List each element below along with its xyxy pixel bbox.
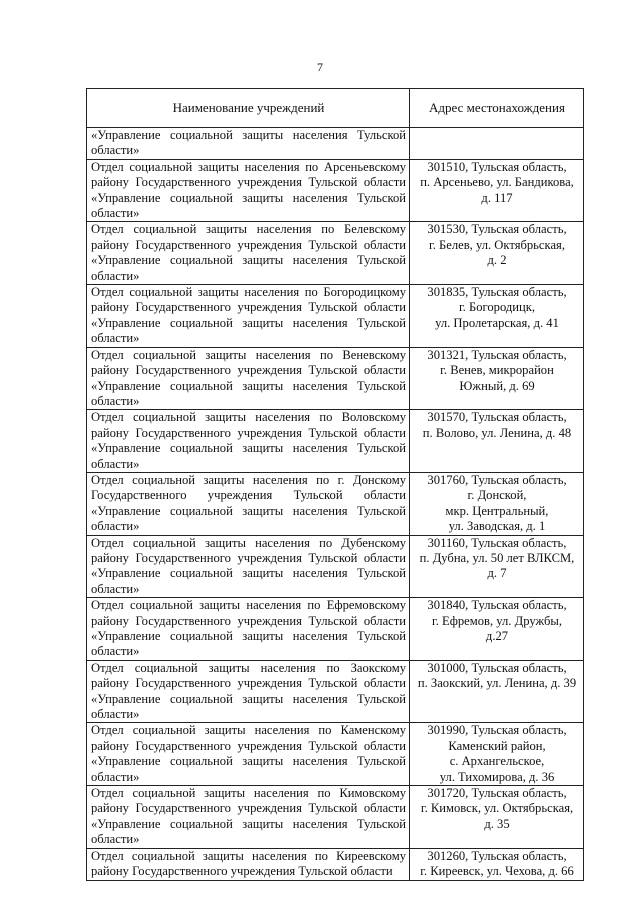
institution-name-cell — [87, 222, 410, 285]
address-line: 301570, Тульская область, — [427, 410, 567, 425]
institution-name-cell — [87, 159, 410, 222]
address-line: 301760, Тульская область, — [427, 472, 567, 487]
institution-name-line: области» — [91, 769, 140, 784]
institutions-table — [86, 88, 584, 881]
address-line: с. Архангельское, — [449, 754, 545, 769]
address-cell — [410, 848, 584, 880]
address-cell — [410, 535, 584, 598]
institution-name-cell — [87, 848, 410, 880]
institution-name-line: «Управление социальной защиты населения Тульской — [91, 315, 406, 330]
institution-name-cell — [87, 535, 410, 598]
address-cell — [410, 660, 584, 723]
address-line: г. Донской, — [467, 488, 527, 503]
institution-name-line: Отдел социальной защиты населения по Каменскому — [91, 723, 406, 738]
address-cell — [410, 472, 584, 535]
table-row — [87, 222, 584, 285]
address-cell — [410, 128, 584, 160]
institution-name-line: Государственного учреждения Тульской области — [91, 488, 406, 503]
institution-name-line: району Государственного учреждения Тульской области — [91, 425, 406, 440]
institution-name-line: «Управление социальной защиты населения Тульской — [91, 566, 406, 581]
address-line: г. Кимовск, ул. Октябрьская, — [420, 801, 574, 816]
address-cell — [410, 723, 584, 786]
institution-name-line: «Управление социальной защиты населения Тульской — [91, 128, 406, 142]
institution-name-line: району Государственного учреждения Тульской области — [91, 300, 406, 315]
table-row — [87, 410, 584, 473]
address-line: д. 35 — [484, 816, 510, 831]
institution-name-cell — [87, 472, 410, 535]
institution-name-line: району Государственного учреждения Тульской области — [91, 550, 406, 565]
institution-name-cell — [87, 285, 410, 348]
institution-name-line: Отдел социальной защиты населения по Белевскому — [91, 222, 406, 237]
institution-name-cell — [87, 410, 410, 473]
page-number: 7 — [317, 60, 323, 74]
address-line: п. Арсеньево, ул. Бандикова, — [420, 175, 574, 190]
table-row — [87, 128, 584, 160]
institution-name-line: Отдел социальной защиты населения по г. Донскому — [91, 472, 406, 487]
address-line: 301990, Тульская область, — [427, 723, 567, 738]
address-line: г. Киреевск, ул. Чехова, д. 66 — [420, 864, 574, 879]
address-line: 301160, Тульская область, — [427, 535, 567, 550]
institution-name-line: Отдел социальной защиты населения по Заокскому — [91, 660, 406, 675]
address-line: д. 117 — [481, 190, 513, 205]
institution-name-line: «Управление социальной защиты населения Тульской — [91, 754, 406, 769]
address-cell — [410, 222, 584, 285]
table-row — [87, 723, 584, 786]
institution-name-line: Отдел социальной защиты населения по Веневскому — [91, 347, 406, 362]
address-line: мкр. Центральный, — [445, 503, 549, 518]
address-line: Каменский район, — [448, 738, 546, 753]
address-line: 301530, Тульская область, — [427, 222, 567, 237]
institution-name-line: Отдел социальной защиты населения по Кимовскому — [91, 786, 406, 801]
address-line: ул. Тихомирова, д. 36 — [439, 769, 555, 784]
table-row — [87, 472, 584, 535]
institution-name-line: Отдел социальной защиты населения по Дубенскому — [91, 535, 406, 550]
institution-name-line: области» — [91, 268, 140, 283]
table-row — [87, 159, 584, 222]
address-line: 301720, Тульская область, — [427, 786, 567, 801]
institution-name-line: «Управление социальной защиты населения Тульской — [91, 441, 406, 456]
institution-name-line: Отдел социальной защиты населения по Киреевскому — [91, 848, 406, 863]
table-row — [87, 285, 584, 348]
table-row — [87, 535, 584, 598]
address-cell — [410, 410, 584, 473]
table-row — [87, 786, 584, 849]
institution-name-line: области» — [91, 206, 140, 221]
address-line: г. Венев, микрорайон — [440, 363, 554, 378]
table-row — [87, 598, 584, 661]
institution-name-line: Отдел социальной защиты населения по Богородицкому — [91, 285, 406, 300]
institution-name-line: «Управление социальной защиты населения Тульской — [91, 378, 406, 393]
institution-name-cell — [87, 723, 410, 786]
institution-name-line: «Управление социальной защиты населения Тульской — [91, 691, 406, 706]
address-line: ул. Пролетарская, д. 41 — [435, 315, 559, 330]
institution-name-line: району Государственного учреждения Тульской области — [91, 801, 406, 816]
address-line: 301321, Тульская область, — [427, 347, 567, 362]
institution-name-line: области» — [91, 143, 140, 158]
address-line: д. 7 — [487, 566, 507, 581]
address-cell — [410, 285, 584, 348]
institution-name-line: области» — [91, 707, 140, 722]
address-line: п. Дубна, ул. 50 лет ВЛКСМ, — [419, 550, 575, 565]
address-line: п. Волово, ул. Ленина, д. 48 — [422, 425, 572, 440]
institution-name-line: области» — [91, 644, 140, 659]
address-line: п. Заокский, ул. Ленина, д. 39 — [417, 676, 577, 691]
address-cell — [410, 598, 584, 661]
address-line: 301835, Тульская область, — [427, 285, 567, 300]
institution-name-line: области» — [91, 331, 140, 346]
address-line: 301260, Тульская область, — [427, 848, 567, 863]
institution-name-line: области» — [91, 581, 140, 596]
address-cell — [410, 159, 584, 222]
address-cell — [410, 347, 584, 410]
address-line: Южный, д. 69 — [459, 378, 535, 393]
table-header-row — [87, 89, 584, 128]
institution-name-line: области» — [91, 519, 140, 534]
institution-name-cell — [87, 786, 410, 849]
address-line: 301510, Тульская область, — [427, 159, 567, 174]
institution-name-cell — [87, 347, 410, 410]
address-line: ул. Заводская, д. 1 — [448, 519, 546, 534]
institution-name-line: «Управление социальной защиты населения Тульской — [91, 629, 406, 643]
institution-name-line: району Государственного учреждения Тульской области — [91, 175, 406, 190]
table-row — [87, 347, 584, 410]
institution-name-cell — [87, 598, 410, 661]
institution-name-line: району Государственного учреждения Тульской области — [91, 864, 393, 879]
institution-name-line: Отдел социальной защиты населения по Ефремовскому — [91, 598, 406, 613]
address-line: г. Богородицк, — [458, 300, 536, 315]
institution-name-line: району Государственного учреждения Тульской области — [91, 676, 406, 691]
address-line: г. Ефремов, ул. Дружбы, — [431, 613, 563, 628]
institution-name-line: району Государственного учреждения Тульской области — [91, 613, 406, 628]
table-row — [87, 660, 584, 723]
institution-name-line: «Управление социальной защиты населения Тульской — [91, 503, 406, 518]
address-line: д.27 — [485, 629, 509, 643]
table-body — [87, 128, 584, 881]
institution-name-line: области» — [91, 393, 140, 408]
institution-name-line: «Управление социальной защиты населения Тульской — [91, 816, 406, 831]
institution-name-line: «Управление социальной защиты населения Тульской — [91, 253, 406, 268]
institution-name-line: области» — [91, 832, 140, 847]
column-header-address: Адрес местонахождения — [410, 89, 584, 128]
institution-name-line: области» — [91, 456, 140, 471]
institution-name-cell — [87, 660, 410, 723]
institution-name-cell — [87, 128, 410, 160]
institution-name-line: району Государственного учреждения Тульской области — [91, 363, 406, 378]
column-header-name: Наименование учреждений — [87, 89, 410, 128]
institution-name-line: району Государственного учреждения Тульской области — [91, 237, 406, 252]
institution-name-line: Отдел социальной защиты населения по Воловскому — [91, 410, 406, 425]
institution-name-line: «Управление социальной защиты населения Тульской — [91, 190, 406, 205]
institution-name-line: району Государственного учреждения Тульской области — [91, 738, 406, 753]
address-line: г. Белев, ул. Октябрьская, — [429, 237, 565, 252]
table-row — [87, 848, 584, 880]
institution-name-line: Отдел социальной защиты населения по Арсеньевскому — [91, 159, 406, 174]
address-line: 301000, Тульская область, — [427, 660, 567, 675]
address-line: 301840, Тульская область, — [427, 598, 567, 613]
address-line: д. 2 — [487, 253, 507, 268]
address-cell — [410, 786, 584, 849]
